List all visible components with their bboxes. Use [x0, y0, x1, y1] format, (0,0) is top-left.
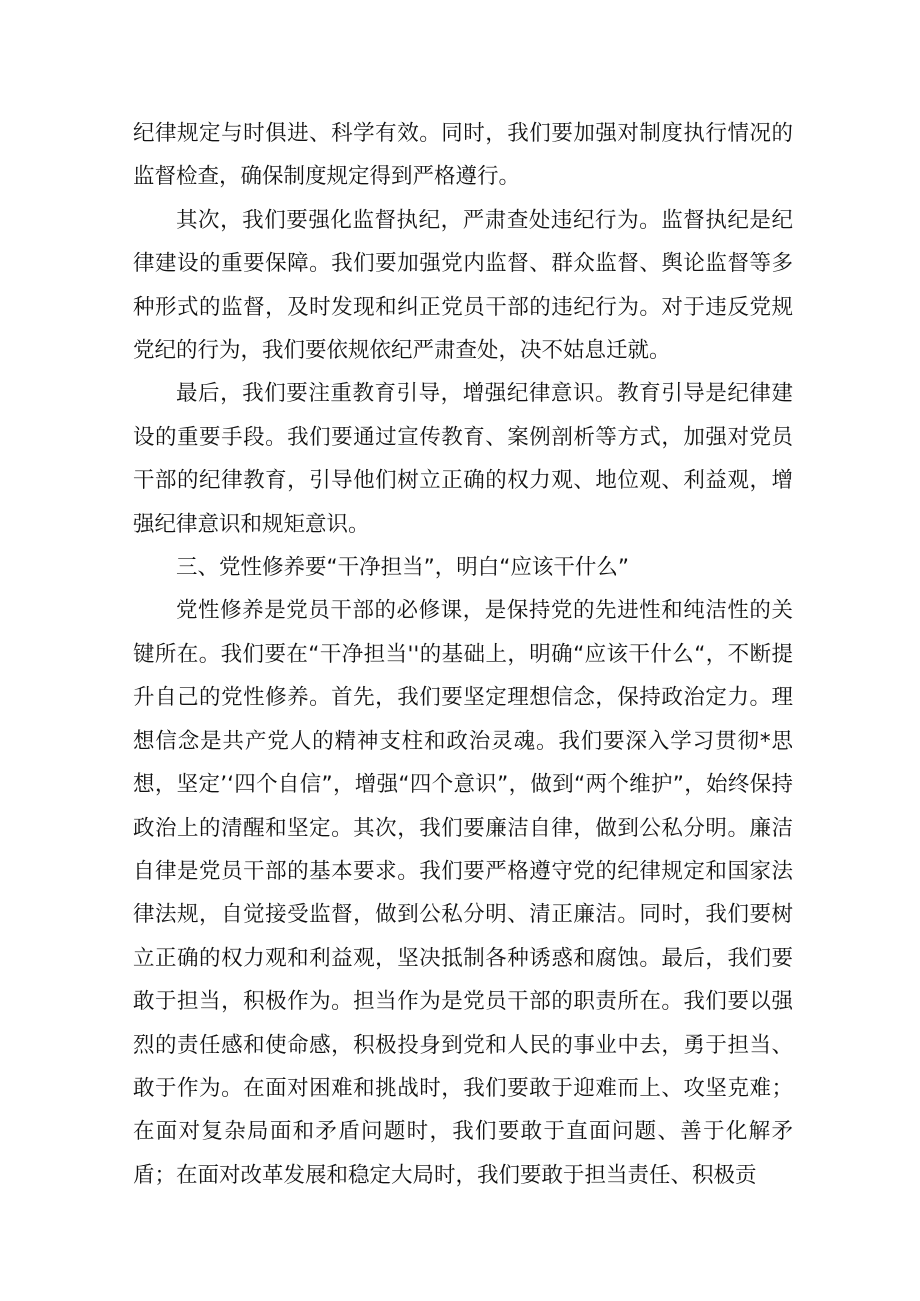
section-heading: 三、党性修养要“干净担当”，明白“应该干什么”: [176, 555, 630, 581]
paragraph-2: 其次，我们要强化监督执纪，严肃查处违纪行为。监督执纪是纪律建设的重要保障。我们要加强党内监督、群众监督、舆论监督等多种形式的监督，及时发现和纠正党员干部的违纪行为。对于违反党规党纪的行为，我们要依规依纪严肃查处，决不姑息迁就。: [133, 207, 793, 364]
paragraph-4: 党性修养是党员干部的必修课，是保持党的先进性和纯洁性的关键所在。我们要在“干净担当''的基础上，明确“应该干什么“，不断提升自己的党性修养。首先，我们要坚定理想信念，保持政治定力。理想信念是共产党人的精神支柱和政治灵魂。我们要深入学习贯彻*思想，坚定’‘四个自信”，增强“四个意识”，做到“两个维护”，始终保持政治上的清醒和坚定。其次，我们要廉洁自律，做到公私分明。廉洁自律是党员干部的基本要求。我们要严格遵守党的纪律规定和国家法律法规，自觉接受监督，做到公私分明、清正廉洁。同时，我们要树立正确的权力观和利益观，坚决抵制各种诱惑和腐蚀。最后，我们要敢于担当，积极作为。担当作为是党员干部的职责所在。我们要以强烈的责任感和使命感，积极投身到党和人民的事业中去，勇于担当、敢于作为。在面对困难和挑战时，我们要敢于迎难而上、攻坚克难；在面对复杂局面和矛盾问题时，我们要敢于直面问题、善于化解矛盾；在面对改革发展和稳定大局时，我们要敢于担当责任、积极贡: [133, 598, 793, 1188]
document-body: [133, 112, 793, 1197]
paragraph-3: 最后，我们要注重教育引导，增强纪律意识。教育引导是纪律建设的重要手段。我们要通过宣传教育、案例剖析等方式，加强对党员干部的纪律教育，引导他们树立正确的权力观、地位观、利益观，增强纪律意识和规矩意识。: [133, 381, 793, 537]
paragraph-1: 纪律规定与时俱进、科学有效。同时，我们要加强对制度执行情况的监督检查，确保制度规定得到严格遵行。: [133, 121, 793, 190]
